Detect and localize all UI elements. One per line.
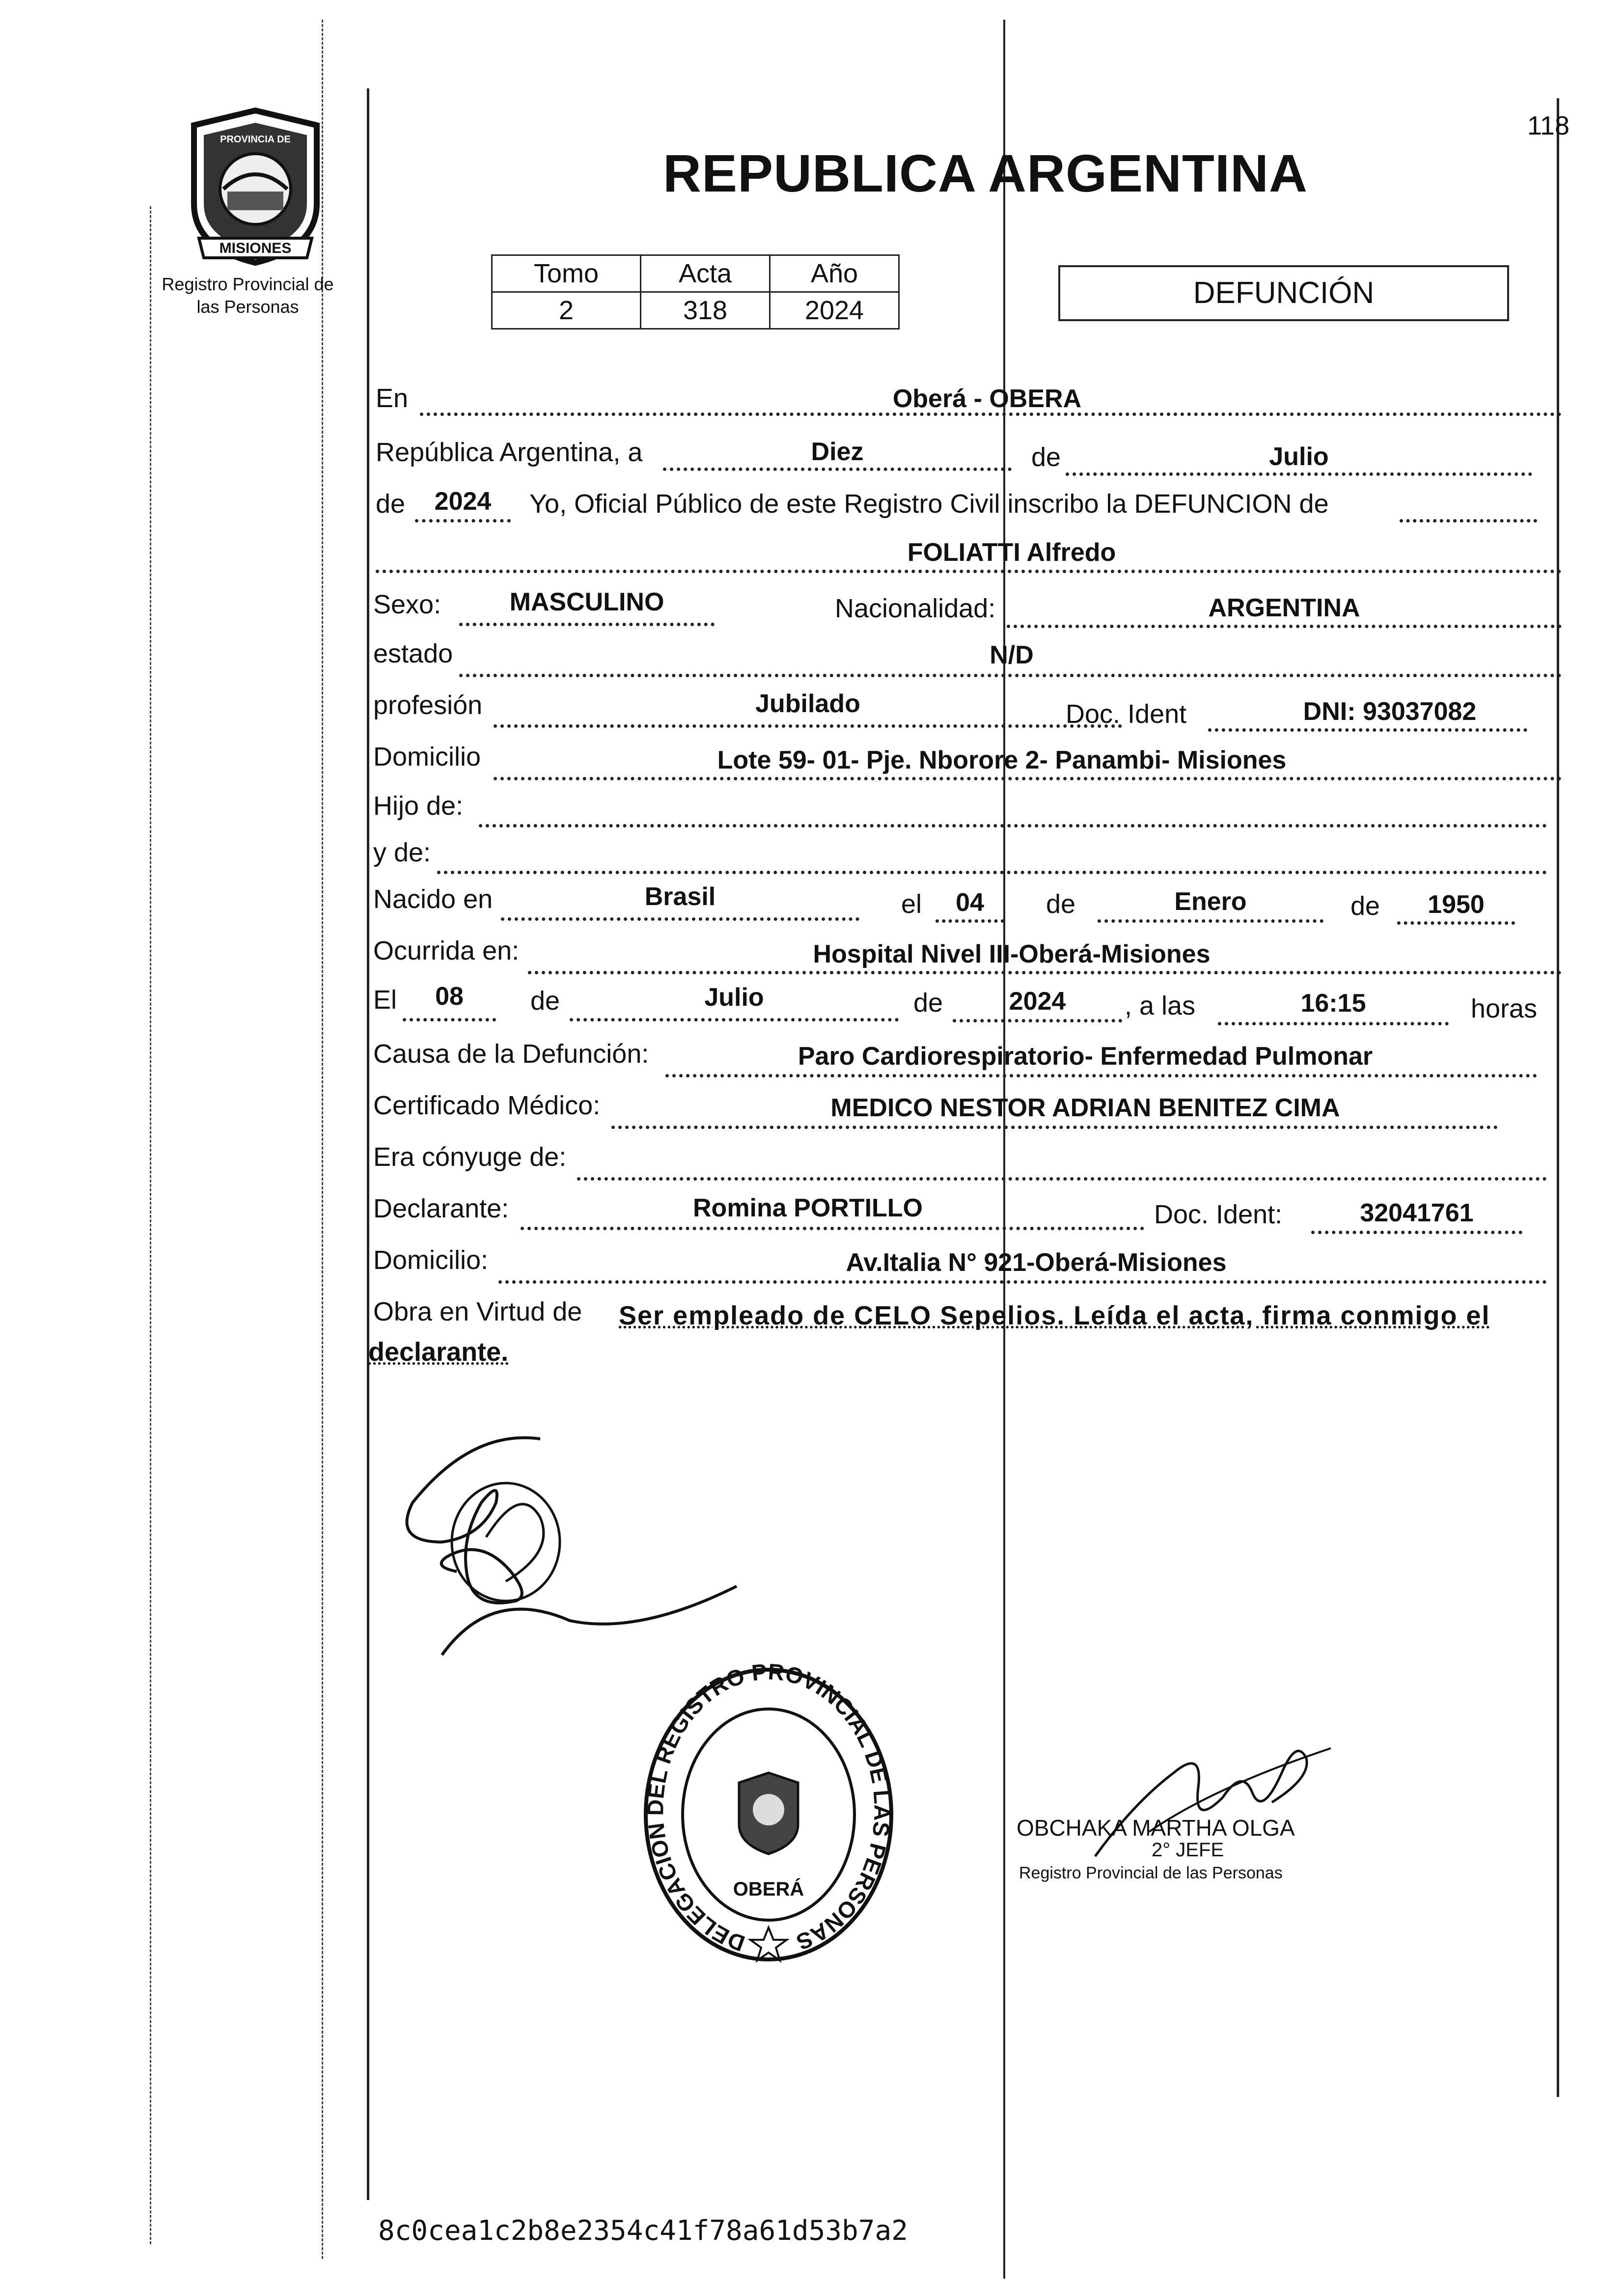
dotted-line [376,570,1562,573]
nac-anio-value: 1950 [1428,890,1485,919]
row-ocurrida [373,936,1562,985]
row-profesion [373,690,1562,739]
dotted-line [936,919,1004,923]
dotted-line [611,1126,1498,1129]
nac-dia-value: 04 [956,888,984,917]
profesion-value: Jubilado [755,689,860,718]
dotted-line [403,1018,496,1021]
tomo-header: Tomo [492,255,641,292]
declarante-label: Declarante: [373,1194,509,1223]
dotted-line [459,623,715,626]
dia-value: Diez [811,438,864,466]
registry-caption: Registro Provincial de las Personas [162,274,334,317]
republica-label: República Argentina, a [376,438,643,467]
de-label: de [913,988,943,1018]
left-border-line [367,88,369,2200]
dotted-line [437,871,1547,874]
hora-value: 16:15 [1300,989,1366,1018]
place-value: Oberá - OBERA [892,385,1082,413]
certificado-value: MEDICO NESTOR ADRIAN BENITEZ CIMA [830,1094,1340,1122]
dotted-line [663,468,1012,471]
dotted-line [459,674,1562,677]
official-org: Registro Provincial de las Personas [1019,1864,1283,1882]
sexo-label: Sexo: [373,590,441,619]
dotted-line [1007,625,1562,628]
acta-header: Acta [641,255,770,292]
declarante-value: Romina PORTILLO [693,1194,923,1222]
row-domicilio [373,742,1562,791]
def-mes-value: Julio [704,983,764,1012]
province-coat-of-arms-logo [184,106,327,268]
row-nacido [373,884,1562,933]
row-causa [373,1039,1562,1088]
nombre-value: FOLIATTI Alfredo [907,538,1116,567]
tomo-value: 2 [492,292,641,329]
horas-label: horas [1471,994,1538,1023]
nacido-value: Brasil [644,882,716,911]
row-declarante [373,1193,1562,1242]
oficial-text: Yo, Oficial Público de este Registro Civil inscribo la DEFUNCION de [529,489,1329,519]
def-anio-value: 2024 [1009,987,1066,1016]
dotted-line [494,777,1562,780]
document-title: REPUBLICA ARGENTINA [663,143,1308,203]
nac-mes-value: Enero [1174,887,1247,916]
causa-value: Paro Cardiorespiratorio- Enfermedad Pulmonar [798,1042,1373,1071]
certificado-label: Certificado Médico: [373,1091,601,1120]
row-fecha [373,437,1562,486]
ocurrida-label: Ocurrida en: [373,936,520,965]
de-label: de [1046,889,1076,919]
el-label: El [373,985,397,1015]
ocurrida-value: Hospital Nivel III-Oberá-Misiones [813,940,1211,968]
row-domicilio-declarante [373,1245,1562,1294]
row-hijo [373,791,1562,840]
yde-label: y de: [373,838,431,867]
hijo-label: Hijo de: [373,791,464,821]
obra-label: Obra en Virtud de [373,1297,582,1326]
dotted-line [577,1177,1547,1181]
dotted-line [1400,519,1537,523]
row-en [373,383,1562,432]
dotted-line [528,971,1562,974]
conyuge-label: Era cónyuge de: [373,1142,567,1172]
margin-dashed-line-left [150,206,151,2244]
row-certificado [373,1090,1562,1139]
de-label: de [530,986,560,1016]
sexo-value: MASCULINO [509,588,664,616]
estado-value: N/D [990,641,1034,669]
row-oficial [373,489,1562,538]
dotted-line [1397,921,1515,925]
tomo-acta-anio-table [491,254,900,330]
declarant-signature [383,1424,776,1680]
acta-value: 318 [641,292,770,329]
official-role: 2° JEFE [1152,1839,1224,1861]
de-label: de [1350,891,1380,921]
def-dia-value: 08 [435,982,464,1011]
dotted-line [521,1227,1144,1230]
dotted-line [494,724,1122,728]
domicilio-label: Domicilio [373,742,481,772]
dotted-line [953,1019,1122,1022]
dotted-line [498,1280,1547,1284]
nacionalidad-value: ARGENTINA [1208,594,1360,622]
el-label: el [901,889,922,919]
doc-value: DNI: 93037082 [1303,697,1477,726]
causa-label: Causa de la Defunción: [373,1039,649,1069]
domicilio2-value: Av.Italia N° 921-Oberá-Misiones [846,1248,1227,1277]
row-yde [373,837,1562,886]
svg-text:DELEGACION DEL REGISTRO PROVIN: DELEGACION DEL REGISTRO PROVINCIAL DE LAS PERSONAS [642,1662,895,1957]
dotted-line [501,917,859,921]
dotted-line [1066,472,1532,476]
dotted-line [1208,728,1527,732]
document-type-box: DEFUNCIÓN [1058,265,1509,321]
de-label: de [376,489,406,519]
margin-dashed-line [322,20,323,2259]
en-label: En [376,384,409,413]
row-nombre [373,538,1562,587]
doc2-label: Doc. Ident: [1154,1200,1283,1229]
estado-label: estado [373,639,453,668]
dotted-line [1218,1022,1449,1025]
dotted-line [1311,1231,1522,1234]
dotted-line [415,519,511,523]
nacido-label: Nacido en [373,884,493,914]
profesion-label: profesión [373,690,483,720]
row-obra [368,1296,1562,1375]
anio-header: Año [770,255,899,292]
row-sexo [373,589,1562,638]
anio-value: 2024 [434,487,492,516]
document-hash: 8c0cea1c2b8e2354c41f78a61d53b7a2 [378,2215,908,2247]
mes-value: Julio [1269,442,1329,471]
doc2-value: 32041761 [1360,1199,1474,1227]
dotted-line [570,1018,899,1021]
alas-label: , a las [1125,991,1196,1020]
row-conyuge [373,1142,1562,1191]
delegation-seal-stamp [638,1662,899,1967]
obra-value: Ser empleado de CELO Sepelios. Leída el acta, firma conmigo el [619,1301,1490,1330]
svg-text:PROVINCIA DE: PROVINCIA DE [220,134,291,145]
svg-text:OBERÁ: OBERÁ [733,1878,804,1900]
domicilio-value: Lote 59- 01- Pje. Nborore 2- Panambi- Misiones [717,746,1287,774]
doc-label: Doc. Ident [1066,699,1187,729]
official-name: OBCHAKA MARTHA OLGA [1017,1815,1295,1841]
row-fecha-defuncion [373,982,1562,1034]
row-estado [373,638,1562,688]
page-number: 118 [1527,111,1570,140]
dotted-line [1098,919,1323,923]
dotted-line [665,1074,1537,1077]
dotted-line [479,824,1547,827]
de-label: de [1031,442,1061,472]
svg-text:MISIONES: MISIONES [219,240,292,256]
nacionalidad-label: Nacionalidad: [835,594,996,623]
obra-value-cont: declarante. [368,1337,509,1367]
domicilio2-label: Domicilio: [373,1245,489,1275]
anio-value: 2024 [770,292,899,329]
